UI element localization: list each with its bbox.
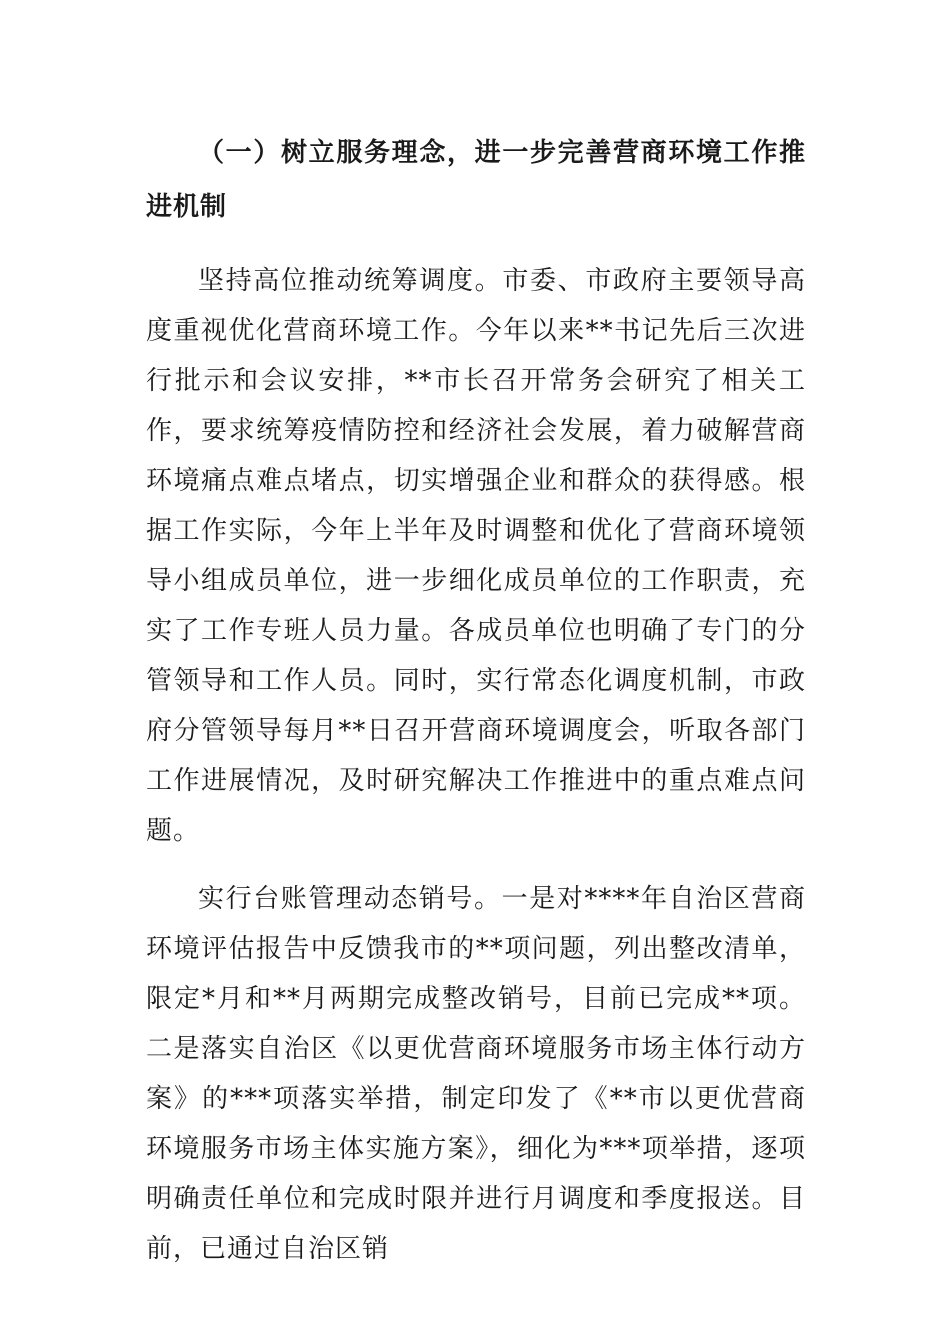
section-heading: （一）树立服务理念，进一步完善营商环境工作推进机制 bbox=[146, 138, 806, 222]
paragraph-ledger-management: 实行台账管理动态销号。一是对****年自治区营商环境评估报告中反馈我市的**项问题，列出整改清单，限定*月和**月两期完成整改销号，目前已完成**项。二是落实自治区《以更优营商环境服务市场主体行动方案》的***项落实举措，制定印发了《**市以更优营商环境服务市场主体实施方案》，细化为***项举措，逐项明确责任单位和完成时限并进行月调度和季度报送。目前，已通过自治区销 bbox=[146, 884, 806, 1264]
paragraph-high-level-coordination: 坚持高位推动统筹调度。市委、市政府主要领导高度重视优化营商环境工作。今年以来**书记先后三次进行批示和会议安排，**市长召开常务会研究了相关工作，要求统筹疫情防控和经济社会发展，着力破解营商环境痛点难点堵点，切实增强企业和群众的获得感。根据工作实际，今年上半年及时调整和优化了营商环境领导小组成员单位，进一步细化成员单位的工作职责，充实了工作专班人员力量。各成员单位也明确了专门的分管领导和工作人员。同时，实行常态化调度机制，市政府分管领导每月**日召开营商环境调度会，听取各部门工作进展情况，及时研究解决工作推进中的重点难点问题。 bbox=[146, 266, 806, 846]
document-body bbox=[146, 126, 806, 1292]
